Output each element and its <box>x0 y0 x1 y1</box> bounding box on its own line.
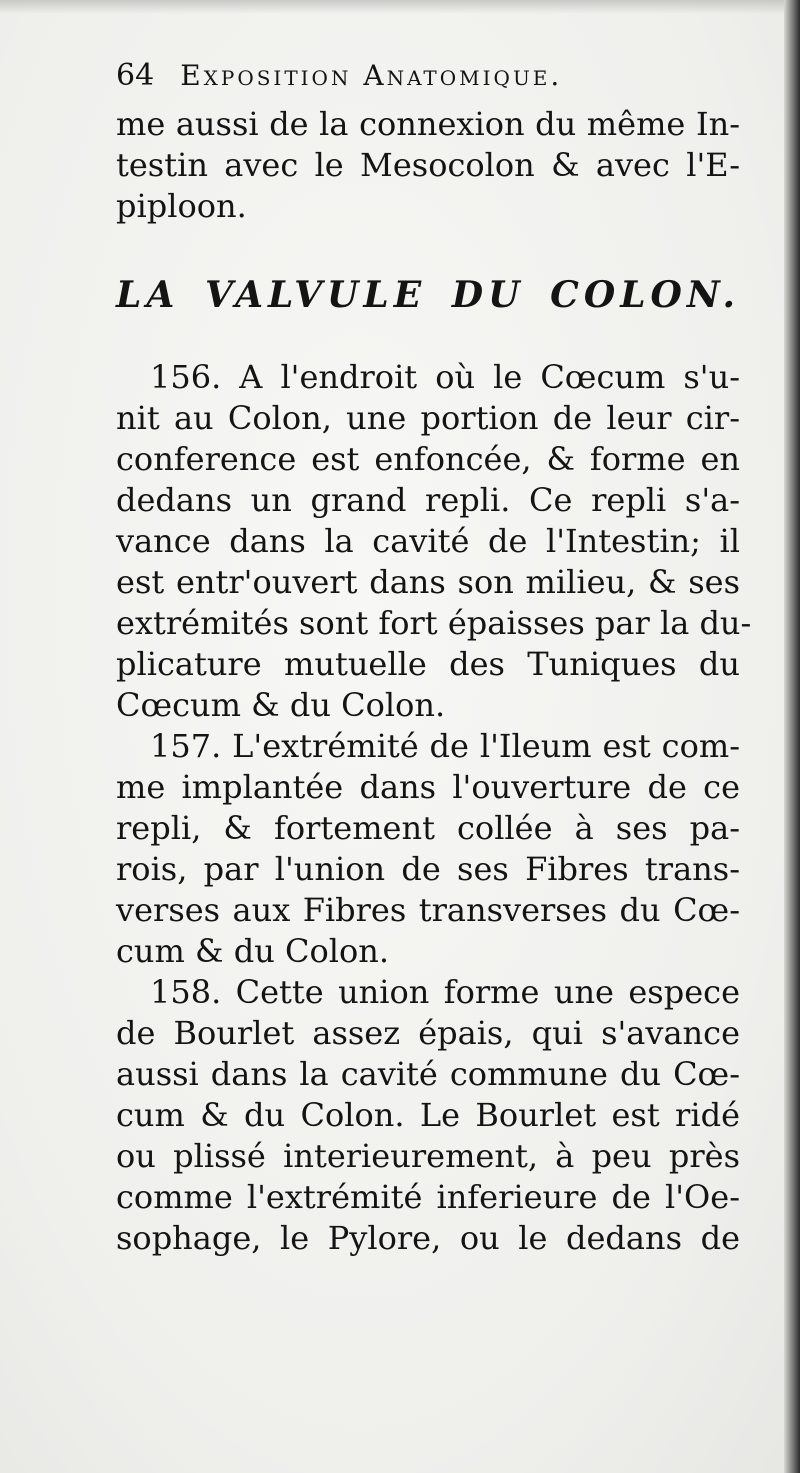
text-line: piploon. <box>116 187 247 225</box>
text-line: cum & du Colon. <box>116 932 389 970</box>
text-line: me aussi de la connexion du même In- <box>116 105 740 143</box>
text-line: repli, & fortement collée à ses pa- <box>116 809 740 847</box>
text-line: testin avec le Mesocolon & avec l'E- <box>116 146 740 184</box>
text-line: comme l'extrémité inferieure de l'Oe- <box>116 1178 740 1216</box>
text-line: plicature mutuelle des Tuniques du <box>116 645 740 683</box>
text-line: extrémités sont fort épaisses par la du- <box>116 604 752 642</box>
text-line: dedans un grand repli. Ce repli s'a- <box>116 481 740 519</box>
text-line: conference est enfoncée, & forme en <box>116 440 740 478</box>
continuation-text <box>116 104 740 227</box>
page-binding-edge <box>784 0 800 1473</box>
text-line: de Bourlet assez épais, qui s'avance <box>116 1014 740 1052</box>
text-line: aussi dans la cavité commune du Cœ- <box>116 1055 740 1093</box>
text-line: me implantée dans l'ouverture de ce <box>116 768 740 806</box>
text-line: vance dans la cavité de l'Intestin; il <box>116 522 740 560</box>
running-head <box>116 58 740 104</box>
text-line: ou plissé interieurement, à peu près <box>116 1137 740 1175</box>
paragraph-158 <box>116 972 740 1259</box>
page-top-shadow <box>0 0 800 14</box>
page-number: 64 <box>116 58 155 93</box>
text-line: sophage, le Pylore, ou le dedans de <box>116 1219 740 1257</box>
text-line: cum & du Colon. Le Bourlet est ridé <box>116 1096 740 1134</box>
text-line: nit au Colon, une portion de leur cir- <box>116 399 740 437</box>
paragraph-157 <box>116 726 740 972</box>
text-line: verses aux Fibres transverses du Cœ- <box>116 891 740 929</box>
running-title: Exposition Anatomique. <box>180 59 563 92</box>
text-line: Cœcum & du Colon. <box>116 686 446 724</box>
text-line: 157. L'extrémité de l'Ileum est com- <box>150 727 740 765</box>
text-line: 158. Cette union forme une espece <box>150 973 740 1011</box>
text-line: est entr'ouvert dans son milieu, & ses <box>116 563 740 601</box>
paragraph-156 <box>116 357 752 726</box>
text-line: rois, par l'union de ses Fibres trans- <box>116 850 740 888</box>
text-line: 156. A l'endroit où le Cœcum s'u- <box>150 358 740 396</box>
section-title: LA VALVULE DU COLON. <box>116 274 740 316</box>
text-block <box>116 58 752 1259</box>
